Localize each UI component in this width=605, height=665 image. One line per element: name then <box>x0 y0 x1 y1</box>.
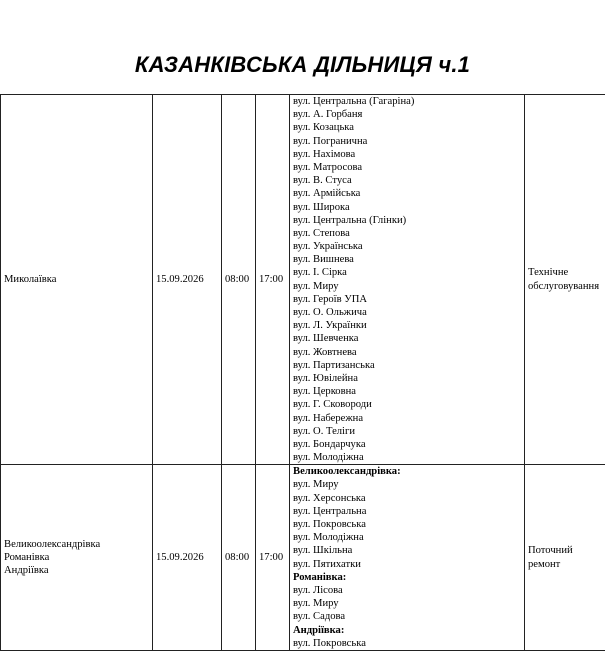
street-item: вул. Героїв УПА <box>293 293 368 305</box>
settlement-cell <box>1 465 153 651</box>
street-item: вул. Вишнева <box>293 254 354 266</box>
street-item: вул. Погранична <box>293 135 368 147</box>
street-item: вул. Жовтнева <box>293 346 357 358</box>
settlement-header: Великоолександрівка: <box>293 466 401 478</box>
street-item: вул. Молодіжна <box>293 452 364 464</box>
street-item: вул. Молодіжна <box>293 532 364 544</box>
street-item: вул. Нахімова <box>293 148 356 160</box>
time-to-cell: 17:00 <box>256 465 290 651</box>
date-cell: 15.09.2026 <box>153 465 222 651</box>
time-from-cell: 08:00 <box>222 95 256 465</box>
streets-cell <box>290 465 525 651</box>
page-title: КАЗАНКІВСЬКА ДІЛЬНИЦЯ ч.1 <box>134 52 471 77</box>
settlement-name: Миколаївка <box>4 274 57 286</box>
street-item: вул. Ювілейна <box>293 372 358 384</box>
settlement-cell <box>1 95 153 465</box>
street-item: вул. Пятихатки <box>293 558 361 570</box>
street-item: вул. Л. Українки <box>293 320 367 332</box>
street-item: вул. Садова <box>293 611 346 623</box>
street-item: вул. Миру <box>293 479 339 491</box>
settlement-header: Андріївка: <box>293 624 345 636</box>
street-item: вул. Шкільна <box>293 545 353 557</box>
outage-schedule-table <box>0 94 605 651</box>
street-item: вул. Центральна <box>293 505 367 517</box>
street-item: вул. О. Ольжича <box>293 307 367 318</box>
reason-cell <box>525 465 605 651</box>
street-item: вул. О. Теліги <box>293 425 356 437</box>
street-item: вул. І. Сірка <box>293 267 347 279</box>
street-item: вул. Шевченка <box>293 333 359 345</box>
settlement-header: Романівка: <box>293 571 347 583</box>
reason-text: ремонт <box>528 558 561 570</box>
settlement-name: Романівка <box>4 551 50 563</box>
reason-text: Поточний <box>528 545 573 557</box>
streets-cell <box>290 95 525 465</box>
street-item: вул. Центральна (Гагаріна) <box>293 96 415 107</box>
street-item: вул. Покровська <box>293 519 366 530</box>
table-row <box>1 95 605 465</box>
street-item: вул. Покровська <box>293 637 366 649</box>
street-item: вул. Миру <box>293 598 339 610</box>
date-cell: 15.09.2026 <box>153 95 222 465</box>
time-from-cell: 08:00 <box>222 465 256 651</box>
settlement-name: Великоолександрівка <box>4 538 101 550</box>
street-item: вул. Миру <box>293 280 339 292</box>
reason-text: обслуговування <box>528 280 600 292</box>
street-item: вул. Лісова <box>293 584 343 596</box>
street-item: вул. А. Горбаня <box>293 109 363 121</box>
settlement-name: Андріївка <box>4 565 49 577</box>
street-item: вул. Церковна <box>293 386 356 398</box>
reason-text: Технічне <box>528 267 569 279</box>
street-item: вул. Українська <box>293 241 363 253</box>
time-to-cell: 17:00 <box>256 95 290 465</box>
street-item: вул. Партизанська <box>293 359 375 371</box>
reason-cell <box>525 95 605 465</box>
street-item: вул. В. Стуса <box>293 175 352 187</box>
table-row <box>1 465 605 651</box>
street-item: вул. Матросова <box>293 161 363 173</box>
street-item: вул. Центральна (Глінки) <box>293 214 407 226</box>
street-item: вул. Армійська <box>293 188 361 200</box>
street-item: вул. Козацька <box>293 122 354 134</box>
street-item: вул. Широка <box>293 201 350 213</box>
street-item: вул. Степова <box>293 227 350 239</box>
street-item: вул. Бондарчука <box>293 438 366 450</box>
table-body <box>1 95 605 651</box>
street-item: вул. Набережна <box>293 412 364 424</box>
street-item: вул. Херсонська <box>293 492 366 504</box>
street-item: вул. Г. Сковороди <box>293 399 372 411</box>
